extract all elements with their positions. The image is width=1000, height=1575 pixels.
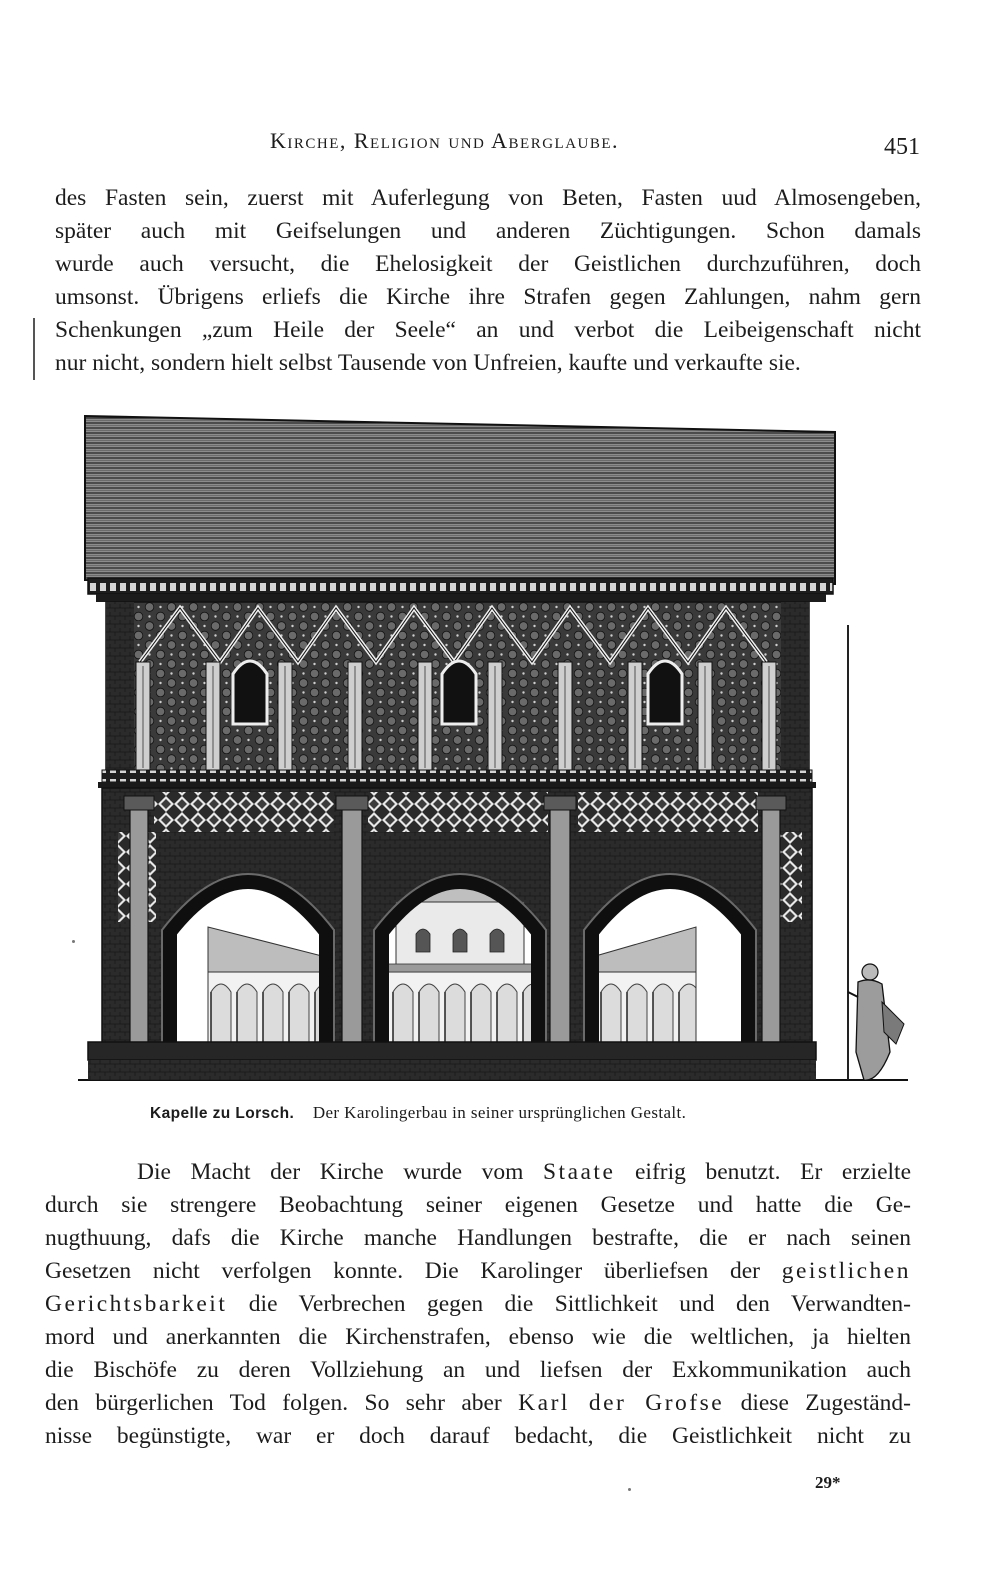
signature-mark: 29*: [815, 1473, 841, 1492]
text-line: [45, 1156, 911, 1189]
text-line: [45, 1255, 911, 1288]
text-line: nisse begünstigte, war er doch darauf bedacht, die Geistlichkeit nicht zu: [45, 1423, 911, 1449]
spaced-term: geistlichen: [781, 1258, 911, 1284]
text-line: nur nicht, sondern hielt selbst Tausende von Unfreien, kaufte und verkaufte sie.: [55, 350, 801, 376]
paragraph-2: [45, 1156, 911, 1453]
text-line: mord und anerkannten die Kirchenstrafen, ebenso wie die weltlichen, ja hielten: [45, 1324, 911, 1350]
text-line: nugthuung, dafs die Kirche manche Handlungen bestrafte, die er nach seinen: [45, 1225, 911, 1251]
text-run: die Verbrechen gegen die Sittlichkeit und den Verwandten-: [227, 1291, 911, 1317]
text-line: wurde auch versucht, die Ehelosigkeit der Geistlichen durchzuführen, doch: [55, 251, 921, 277]
spaced-term: Gerichtsbarkeit: [45, 1291, 228, 1317]
spaced-term: Staate: [542, 1159, 616, 1185]
text-run: diese Zugeständ-: [724, 1390, 911, 1416]
spaced-term: Karl der Grofse: [518, 1390, 725, 1416]
engraving-kapelle-lorsch: [78, 412, 918, 1092]
text-line: die Bischöfe zu deren Vollziehung an und liefsen der Exkommunikation auch: [45, 1357, 911, 1383]
paragraph-1: [55, 182, 921, 380]
figure-caption: [150, 1103, 850, 1123]
text-line: Schenkungen „zum Heile der Seele“ an und verbot die Leibeigenschaft nicht: [55, 317, 921, 343]
text-line: [45, 1387, 911, 1420]
text-line: [45, 1288, 911, 1321]
text-line: durch sie strengere Beobachtung seiner eigenen Gesetze und hatte die Ge-: [45, 1192, 911, 1218]
text-line: des Fasten sein, zuerst mit Auferlegung von Beten, Fasten uud Almosengeben,: [55, 185, 921, 211]
text-run: den bürgerlichen Tod folgen. So sehr aber: [45, 1390, 519, 1416]
text-line: später auch mit Geifselungen und anderen Züchtigungen. Schon damals: [55, 218, 921, 244]
print-speck: [628, 1488, 631, 1491]
margin-mark: [33, 318, 35, 380]
page-number: 451: [884, 134, 920, 160]
caption-title: Kapelle zu Lorsch.: [150, 1105, 295, 1122]
text-line: umsonst. Übrigens erliefs die Kirche ihre Strafen gegen Zahlungen, nahm gern: [55, 284, 921, 310]
text-run: Gesetzen nicht verfolgen konnte. Die Karolinger überliefsen der: [45, 1258, 782, 1284]
caption-text: Der Karolingerbau in seiner ursprünglichen Gestalt.: [312, 1103, 687, 1122]
text-run: Die Macht der Kirche wurde vom: [137, 1159, 543, 1185]
print-speck: [72, 940, 75, 943]
text-run: eifrig benutzt. Er erzielte: [615, 1159, 912, 1185]
running-title: Kirche, Religion und Aberglaube.: [270, 128, 620, 153]
